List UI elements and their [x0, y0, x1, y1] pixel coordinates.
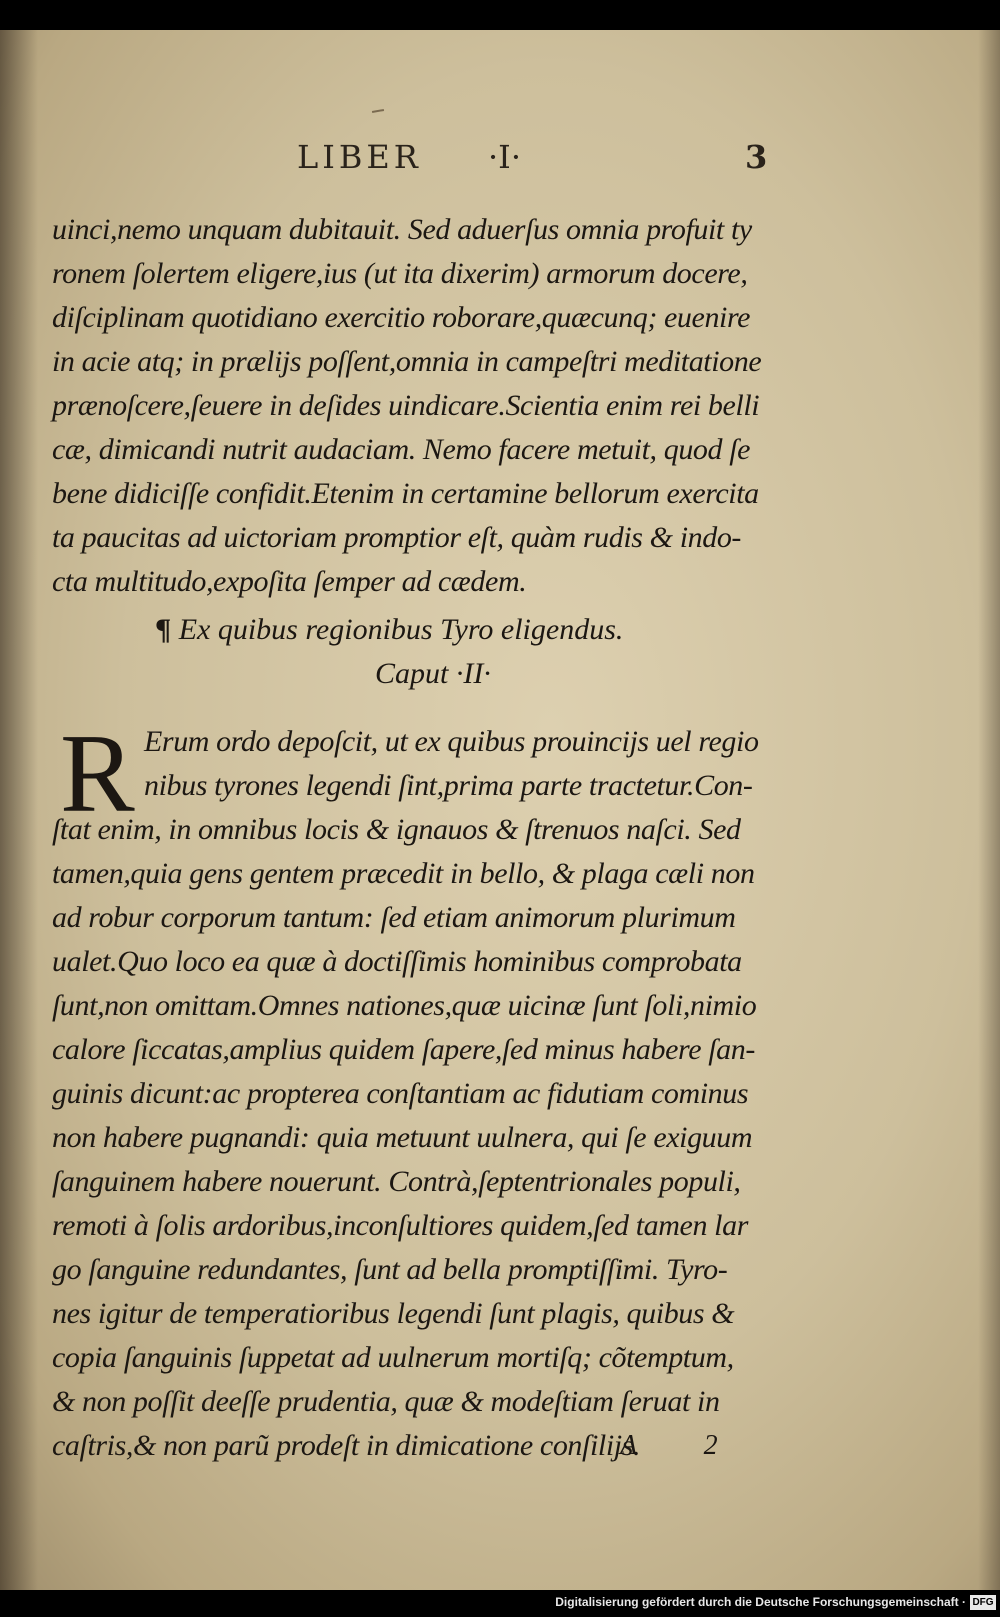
text-line: guinis dicunt:ac propterea conſtantiam ac fidutiam cominus: [52, 1077, 749, 1110]
text-line: non habere pugnandi: quia metuunt uulnera, qui ſe exiguum: [52, 1121, 753, 1154]
text-line: ualet.Quo loco ea quæ à doctiſſimis hominibus comprobata: [52, 945, 742, 978]
text-line: Erum ordo depoſcit, ut ex quibus prouincijs uel regio: [144, 725, 759, 758]
text-line: ſtat enim, in omnibus locis & ignauos & ſtrenuos naſci. Sed: [52, 813, 741, 846]
text-line: bene didiciſſe confidit.Etenim in certamine bellorum exercita: [52, 477, 759, 510]
text-line: cæ, dimicandi nutrit audaciam. Nemo facere metuit, quod ſe: [52, 433, 751, 466]
text-line: remoti à ſolis ardoribus,inconſultiores quidem,ſed tamen lar: [52, 1209, 748, 1242]
running-title: LIBER: [297, 138, 422, 176]
text-line: & non poſſit deeſſe prudentia, quæ & modeſtiam ſeruat in: [52, 1385, 720, 1418]
digitization-footer: [0, 1590, 1000, 1617]
body-text-block-2: [52, 712, 792, 1468]
funding-credit: Digitalisierung gefördert durch die Deutsche Forschungsgemeinschaft ·: [555, 1595, 966, 1609]
text-line: caſtris,& non parũ prodeſt in dimicatione conſilijs.: [52, 1429, 641, 1462]
dfg-logo: DFG: [970, 1595, 996, 1610]
page-header: [0, 138, 1000, 188]
chapter-heading: [155, 608, 715, 696]
pilcrow-mark: ¶: [155, 613, 172, 646]
text-line: cta multitudo,expoſita ſemper ad cædem.: [52, 565, 527, 598]
text-line: ronem ſolertem eligere,ius (ut ita dixerim) armorum docere,: [52, 257, 748, 290]
drop-cap: R: [60, 712, 135, 836]
text-line: ſunt,non omittam.Omnes nationes,quæ uicinæ ſunt ſoli,nimio: [52, 989, 757, 1022]
text-line: nes igitur de temperatioribus legendi ſunt plagis, quibus &: [52, 1297, 735, 1330]
signature-mark: A 2: [620, 1430, 748, 1461]
text-line: ad robur corporum tantum: ſed etiam animorum plurimum: [52, 901, 736, 934]
text-line: ta paucitas ad uictoriam promptior eſt, quàm rudis & indo-: [52, 521, 742, 554]
text-line: copia ſanguinis ſuppetat ad uulnerum mortiſq; cõtemptum,: [52, 1341, 734, 1374]
text-line: ſanguinem habere nouerunt. Contrà,ſeptentrionales populi,: [52, 1165, 741, 1198]
folio-number: 3: [745, 138, 768, 176]
text-line: tamen,quia gens gentem præcedit in bello, & plaga cæli non: [52, 857, 755, 890]
chapter-title: Ex quibus regionibus Tyro eligendus.: [178, 613, 624, 646]
book-page: [0, 30, 1000, 1590]
text-line: in acie atq; in prælijs poſſent,omnia in campeſtri meditatione: [52, 345, 762, 378]
text-line: calore ſiccatas,amplius quidem ſapere,ſed minus habere ſan-: [52, 1033, 755, 1066]
ink-mark: [372, 109, 384, 113]
text-line: uinci,nemo unquam dubitauit. Sed aduerſus omnia profuit ty: [52, 213, 752, 246]
text-line: go ſanguine redundantes, ſunt ad bella promptiſſimi. Tyro-: [52, 1253, 728, 1286]
text-line: prænoſcere,ſeuere in deſides uindicare.Scientia enim rei belli: [52, 389, 760, 422]
text-line: diſciplinam quotidiano exercitio roborare,quæcunq; euenire: [52, 301, 751, 334]
body-text-block-1: [52, 208, 792, 604]
text-line: nibus tyrones legendi ſint,prima parte tractetur.Con-: [144, 769, 753, 802]
chapter-number: ·I·: [488, 138, 521, 176]
caput-label: Caput ·II·: [375, 657, 491, 690]
